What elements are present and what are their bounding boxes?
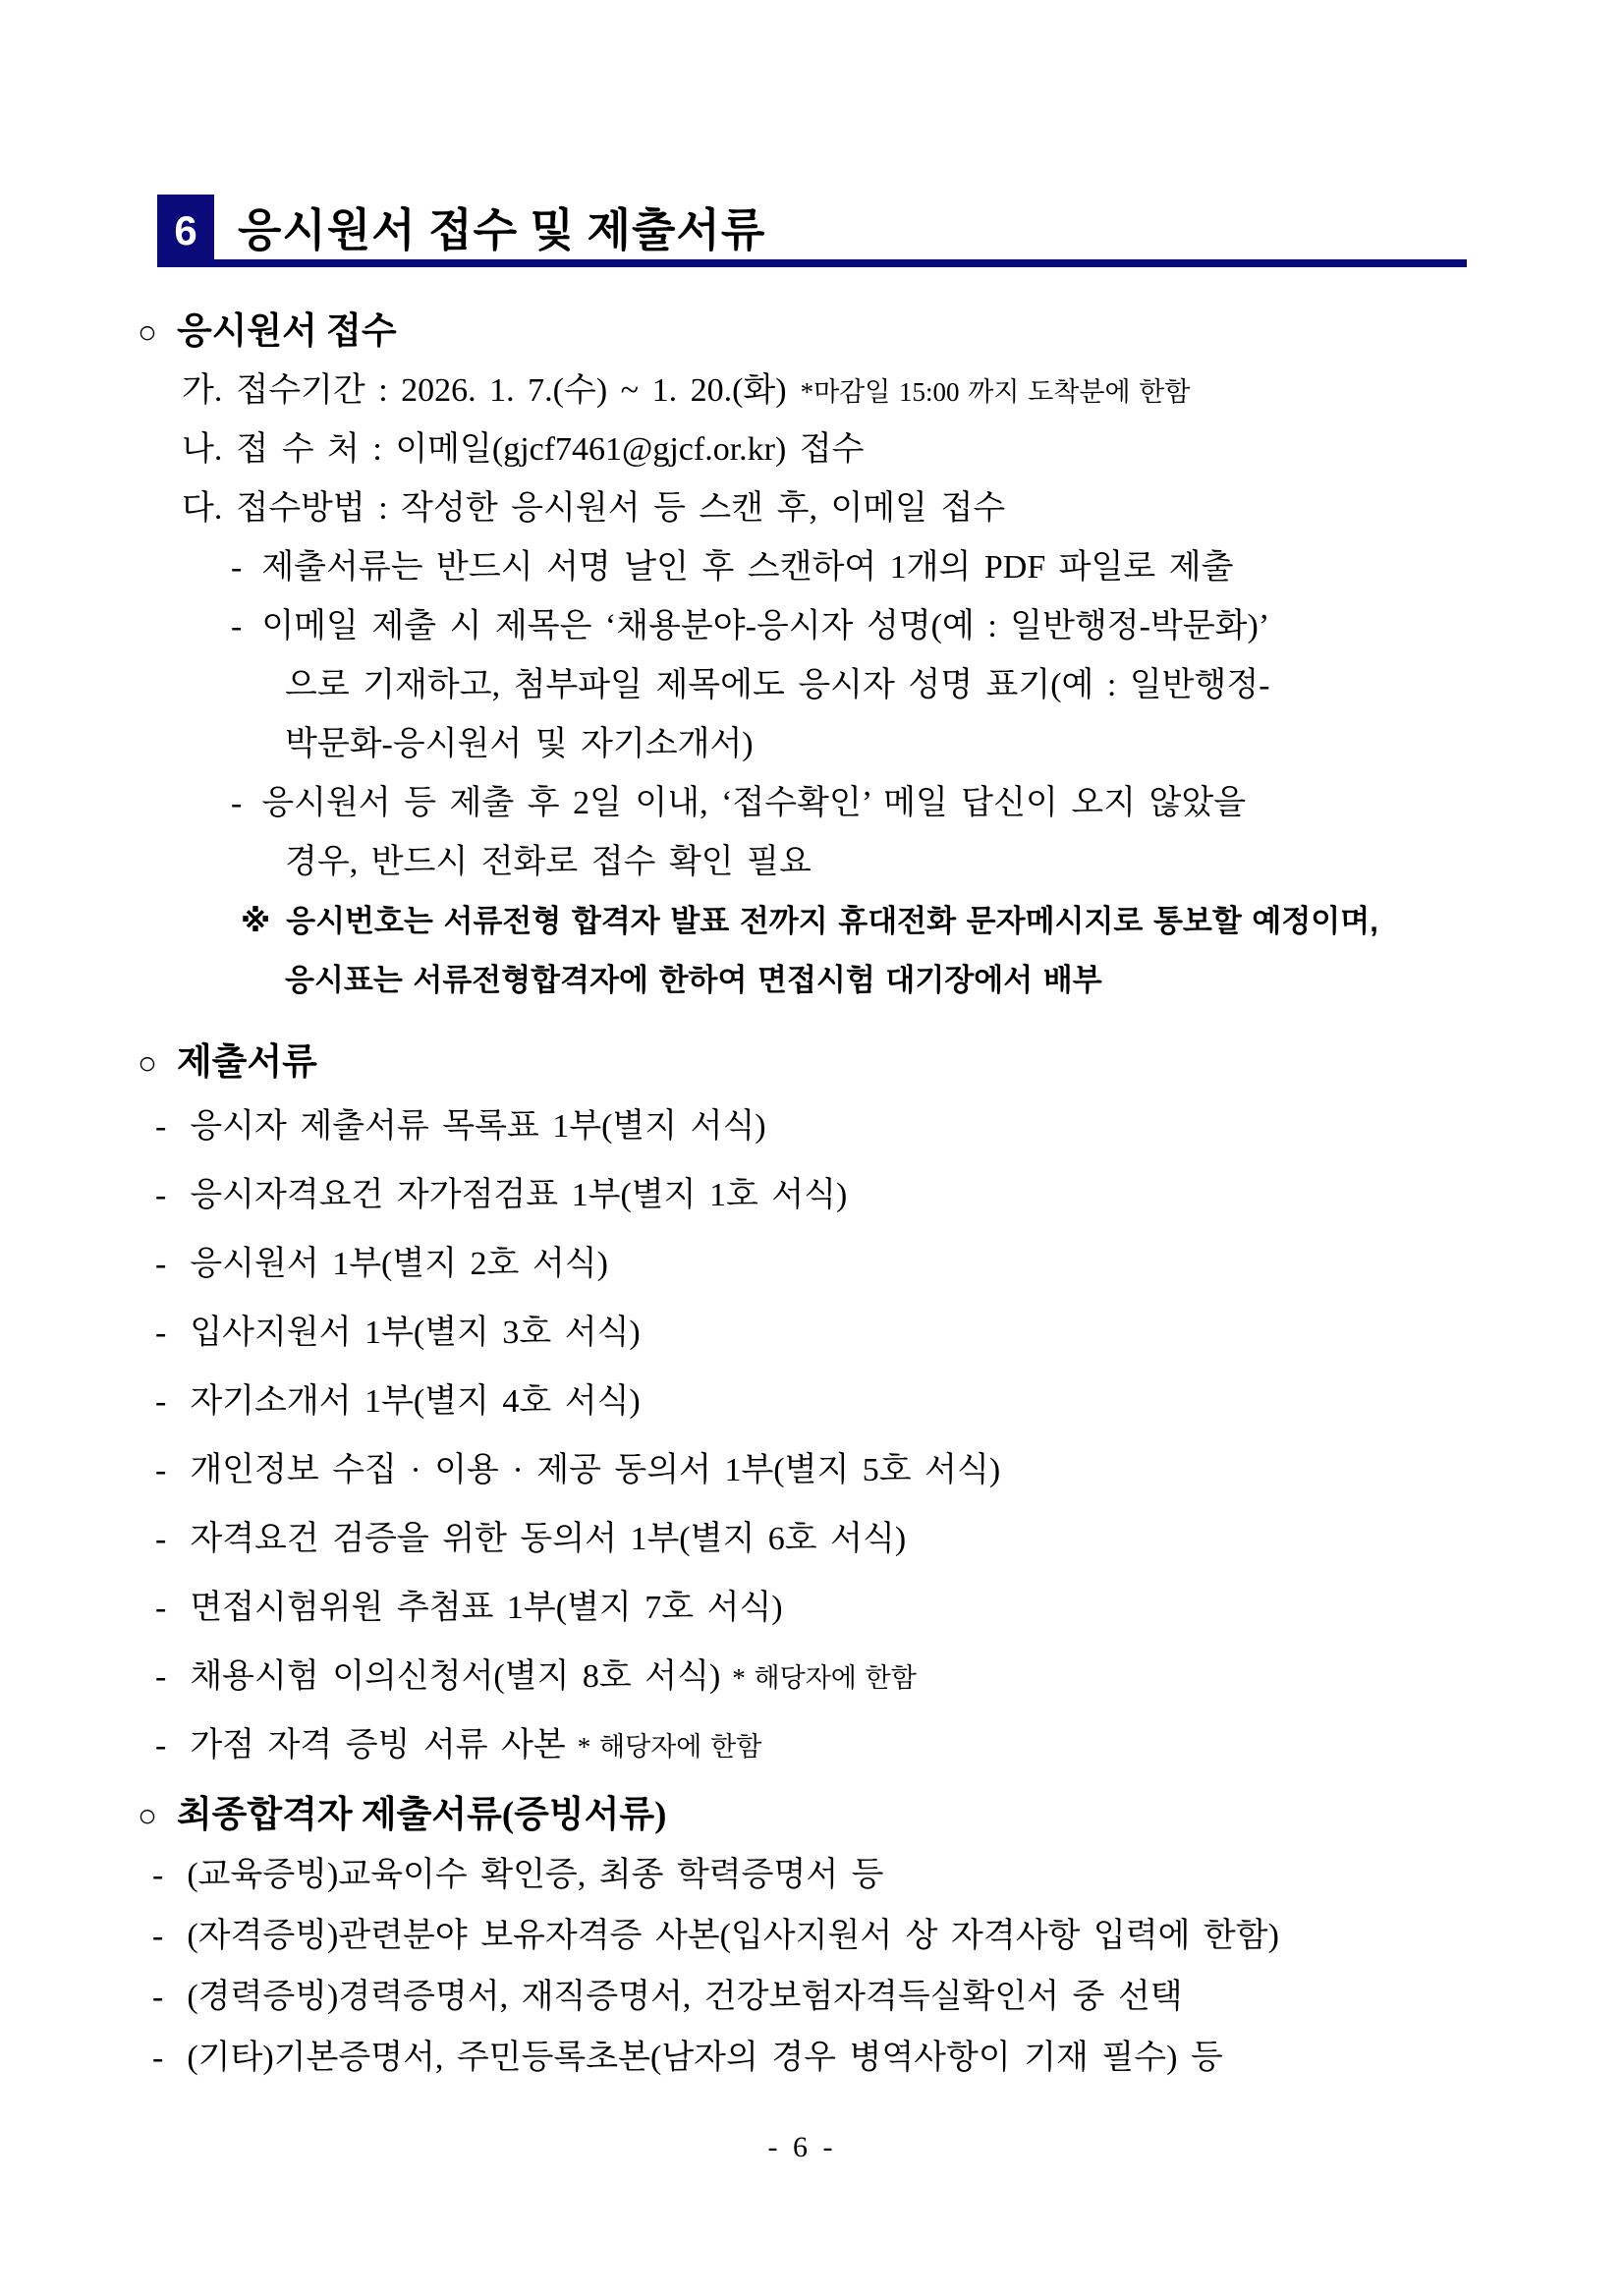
item-text: (교육증빙)교육이수 확인증, 최종 학력증명서 등 xyxy=(187,1857,884,1893)
list-item xyxy=(138,597,1467,656)
list-item xyxy=(138,1505,1467,1574)
item-text: 개인정보 수집 · 이용 · 제공 동의서 1부(별지 5호 서식) xyxy=(190,1452,1001,1488)
dash-marker: - xyxy=(231,785,243,821)
item-text: 응시자격요건 자가점검표 1부(별지 1호 서식) xyxy=(190,1177,848,1213)
list-item xyxy=(138,1967,1467,2028)
dash-marker: - xyxy=(152,2040,164,2076)
list-item xyxy=(138,1436,1467,1505)
item-text: 응시자 제출서류 목록표 1부(별지 서식) xyxy=(190,1108,766,1145)
list-item xyxy=(138,1845,1467,1906)
subsection-heading-label: 제출서류 xyxy=(176,1042,317,1083)
section-header xyxy=(157,195,1467,267)
page-number: - 6 - xyxy=(767,2131,837,2163)
dash-marker: - xyxy=(155,1246,167,1282)
item-marker: 가. xyxy=(182,372,223,409)
item-text: 으로 기재하고, 첨부파일 제목에도 응시자 성명 표기(예 : 일반행정- xyxy=(285,667,1270,703)
list-item xyxy=(138,362,1467,420)
circle-bullet-icon: ○ xyxy=(138,315,157,351)
list-item xyxy=(138,1092,1467,1161)
item-text: 박문화-응시원서 및 자기소개서) xyxy=(285,726,754,762)
item-note: * 해당자에 한함 xyxy=(577,1732,762,1762)
dash-marker: - xyxy=(155,1177,167,1213)
item-text: 면접시험위원 추첨표 1부(별지 7호 서식) xyxy=(190,1590,783,1626)
dash-marker: - xyxy=(155,1383,167,1420)
remark-text: 응시번호는 서류전형 합격자 발표 전까지 휴대전화 문자메시지로 통보할 예정이며, xyxy=(286,904,1378,938)
dash-marker: - xyxy=(155,1315,167,1351)
header-underline xyxy=(214,195,1467,267)
dash-marker: - xyxy=(155,1521,167,1557)
dash-marker: - xyxy=(231,549,243,586)
list-item xyxy=(138,1574,1467,1643)
item-text: (경력증빙)경력증명서, 재직증명서, 건강보험자격득실확인서 중 선택 xyxy=(187,1979,1183,2015)
list-item xyxy=(138,1299,1467,1368)
list-item xyxy=(138,1230,1467,1299)
list-item-continuation xyxy=(138,833,1467,892)
list-item xyxy=(138,1906,1467,1967)
item-text: 제출서류는 반드시 서명 날인 후 스캔하여 1개의 PDF 파일로 제출 xyxy=(261,549,1234,586)
circle-bullet-icon: ○ xyxy=(138,1799,157,1834)
item-text: 접수기간 : 2026. 1. 7.(수) ~ 1. 20.(화) xyxy=(236,372,787,409)
subsection-heading-label: 최종합격자 제출서류(증빙서류) xyxy=(176,1795,667,1835)
list-item xyxy=(138,1711,1467,1780)
circle-bullet-icon: ○ xyxy=(138,1046,157,1082)
item-text: (자격증빙)관련분야 보유자격증 사본(입사지원서 상 자격사항 입력에 한함) xyxy=(187,1918,1279,1954)
list-item-continuation xyxy=(138,656,1467,715)
list-item-continuation xyxy=(138,715,1467,774)
subsection-heading-application xyxy=(138,303,1467,362)
item-text: 접수방법 : 작성한 응시원서 등 스캔 후, 이메일 접수 xyxy=(236,490,1006,527)
subsection-heading-documents xyxy=(138,1034,1467,1092)
dash-marker: - xyxy=(155,1658,167,1695)
dash-marker: - xyxy=(155,1727,167,1764)
list-item xyxy=(138,2028,1467,2089)
dash-marker: - xyxy=(152,1979,164,2015)
item-marker: 다. xyxy=(182,490,223,527)
list-item xyxy=(138,774,1467,833)
item-note: * 해당자에 한함 xyxy=(732,1663,917,1693)
item-text: 자격요건 검증을 위한 동의서 1부(별지 6호 서식) xyxy=(190,1521,907,1557)
dash-marker: - xyxy=(231,608,243,644)
list-item xyxy=(138,538,1467,597)
item-text: 응시원서 1부(별지 2호 서식) xyxy=(190,1246,608,1282)
item-text: 접 수 처 : 이메일(gjcf7461@gjcf.or.kr) 접수 xyxy=(236,431,865,468)
item-text: (기타)기본증명서, 주민등록초본(남자의 경우 병역사항이 기재 필수) 등 xyxy=(187,2040,1223,2076)
item-text: 이메일 제출 시 제목은 ‘채용분야-응시자 성명(예 : 일반행정-박문화)’ xyxy=(261,608,1270,644)
section-number-badge: 6 xyxy=(157,195,214,267)
item-text: 경우, 반드시 전화로 접수 확인 필요 xyxy=(285,844,812,880)
section-header-title: 응시원서 접수 및 제출서류 xyxy=(238,205,766,255)
list-item xyxy=(138,1161,1467,1230)
dash-marker: - xyxy=(155,1590,167,1626)
remark-line-continuation xyxy=(138,951,1467,1010)
item-text: 응시원서 등 제출 후 2일 이내, ‘접수확인’ 메일 답신이 오지 않았을 xyxy=(261,785,1247,821)
item-marker: 나. xyxy=(182,431,223,468)
subsection-heading-final-documents xyxy=(138,1786,1467,1845)
remark-line xyxy=(138,892,1467,951)
item-note: *마감일 15:00 까지 도착분에 한함 xyxy=(800,377,1191,407)
dash-marker: - xyxy=(152,1918,164,1954)
remark-text: 응시표는 서류전형합격자에 한하여 면접시험 대기장에서 배부 xyxy=(285,963,1102,997)
list-item xyxy=(138,1368,1467,1436)
dash-marker: - xyxy=(155,1452,167,1488)
item-text: 자기소개서 1부(별지 4호 서식) xyxy=(190,1383,641,1420)
list-item xyxy=(138,1643,1467,1711)
dash-marker: - xyxy=(155,1108,167,1145)
subsection-heading-label: 응시원서 접수 xyxy=(176,311,397,352)
item-text: 입사지원서 1부(별지 3호 서식) xyxy=(190,1315,641,1351)
dash-marker: - xyxy=(152,1857,164,1893)
list-item xyxy=(138,420,1467,479)
list-item xyxy=(138,479,1467,538)
reference-mark-icon: ※ xyxy=(241,904,271,938)
item-text: 가점 자격 증빙 서류 사본 xyxy=(190,1727,566,1764)
item-text: 채용시험 이의신청서(별지 8호 서식) xyxy=(190,1658,721,1695)
